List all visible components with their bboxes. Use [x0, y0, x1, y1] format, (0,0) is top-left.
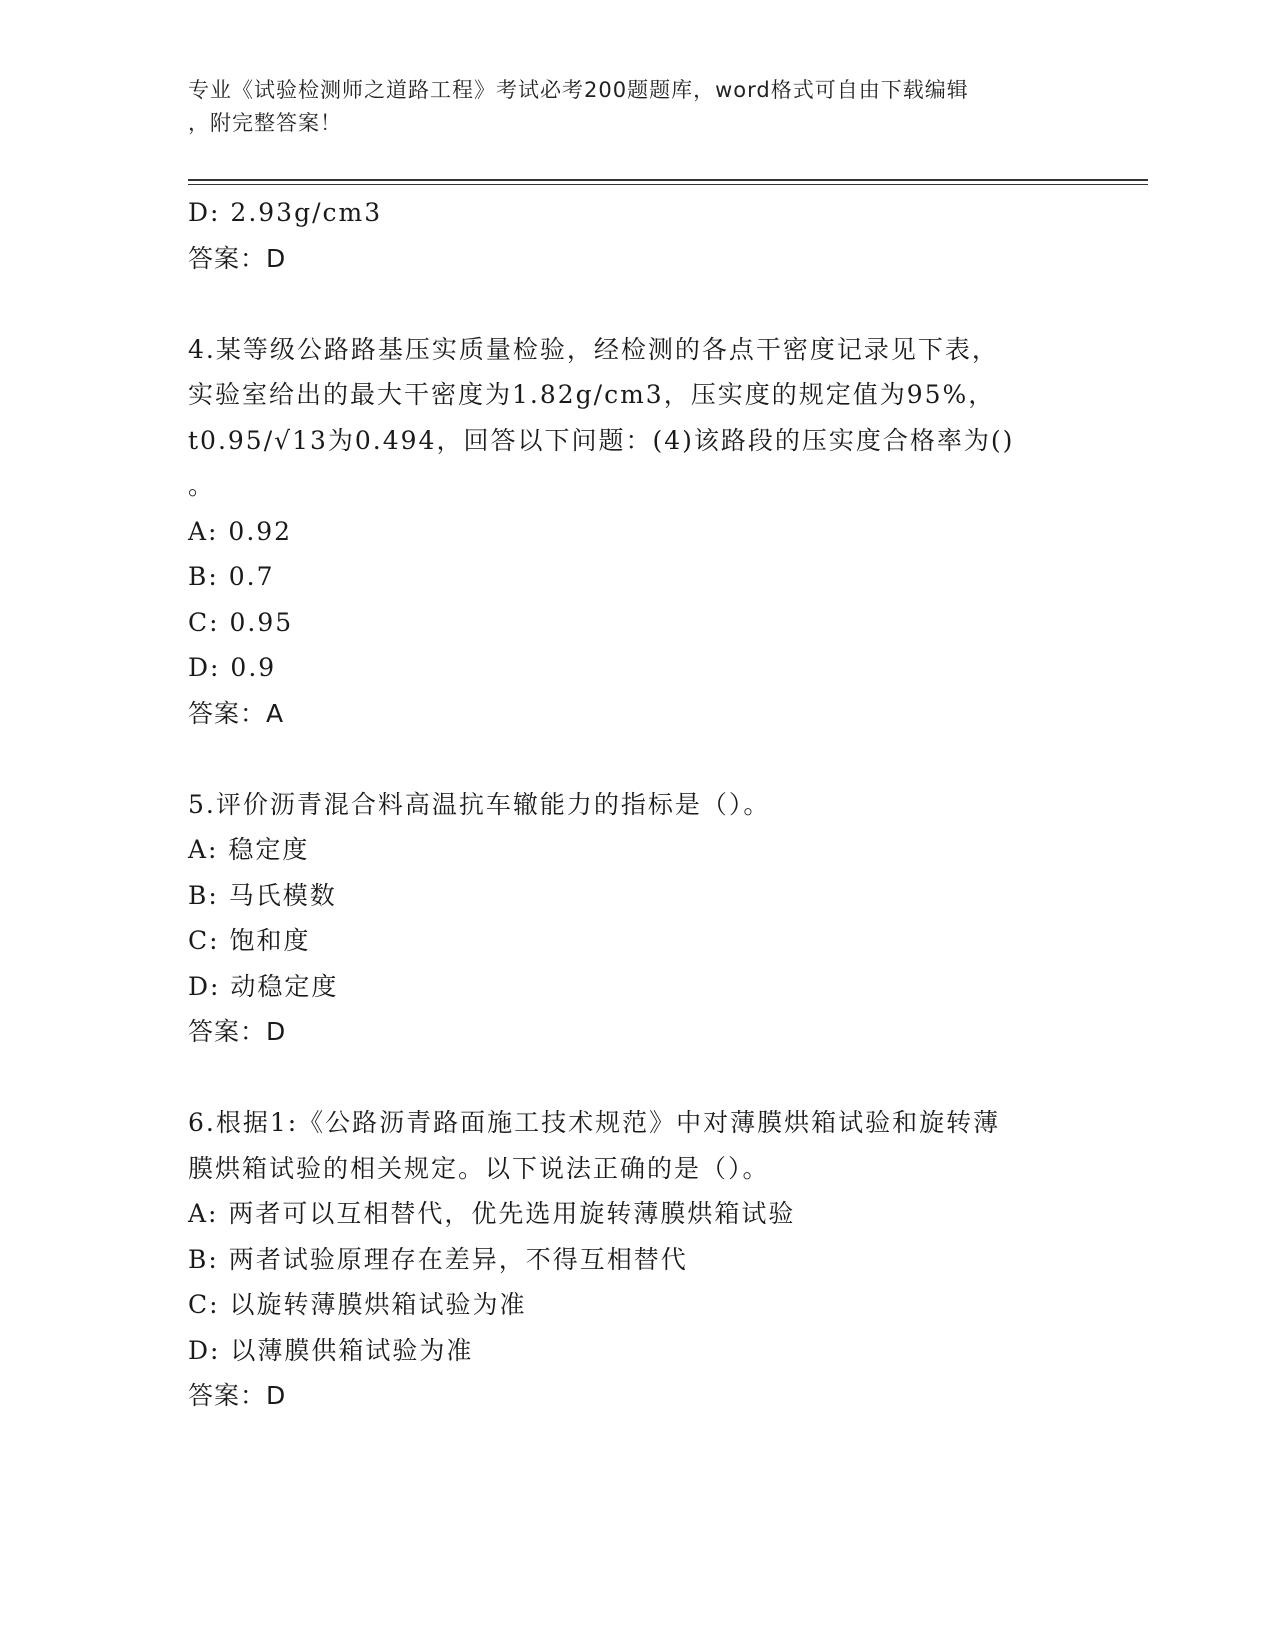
option-a: A: 稳定度	[188, 835, 310, 864]
spacer	[188, 1055, 1088, 1101]
answer-line: 答案：A	[188, 698, 285, 728]
question-stem-line: 实验室给出的最大干密度为1.82g/cm3，压实度的规定值为95%，	[188, 380, 996, 409]
spacer	[188, 736, 1088, 782]
option-d: D: 2.93g/cm3	[188, 198, 383, 227]
answer-line: 答案：D	[188, 1381, 287, 1410]
option-d: D: 以薄膜供箱试验为准	[188, 1335, 474, 1365]
option-a: A: 0.92	[188, 516, 293, 546]
option-a: A: 两者可以互相替代，优先选用旋转薄膜烘箱试验	[188, 1199, 796, 1228]
option-b: B: 马氏模数	[188, 880, 337, 910]
option-b: B: 两者试验原理存在差异，不得互相替代	[188, 1244, 688, 1274]
option-d: D: 0.9	[188, 653, 277, 682]
answer-line: 答案：D	[188, 243, 287, 273]
answer-line: 答案：D	[188, 1017, 287, 1046]
question-stem-line: 4.某等级公路路基压实质量检验，经检测的各点干密度记录见下表，	[188, 334, 999, 364]
question-stem-line: 。	[188, 471, 216, 500]
option-c: C: 0.95	[188, 607, 294, 637]
document-header	[188, 74, 1088, 140]
question-6	[188, 1100, 1088, 1419]
option-d: D: 动稳定度	[188, 971, 339, 1001]
spacer	[188, 281, 1088, 327]
option-c: C: 饱和度	[188, 926, 311, 955]
header-divider-thin	[188, 184, 1148, 185]
question-stem-line: 6.根据1:《公路沥青路面施工技术规范》中对薄膜烘箱试验和旋转薄	[188, 1108, 1001, 1137]
document-body	[188, 190, 1088, 1419]
question-5	[188, 782, 1088, 1055]
header-divider-thick	[188, 179, 1148, 181]
option-b: B: 0.7	[188, 562, 275, 591]
header-line-1: 专业《试验检测师之道路工程》考试必考200题题库，word格式可自由下载编辑	[188, 78, 969, 102]
option-c: C: 以旋转薄膜烘箱试验为准	[188, 1290, 527, 1319]
question-4	[188, 327, 1088, 737]
question-stem-line: 5.评价沥青混合料高温抗车辙能力的指标是（）。	[188, 789, 771, 819]
header-line-2: ，附完整答案！	[188, 111, 342, 135]
question-stem-line: t0.95/√13为0.494，回答以下问题：(4)该路段的压实度合格率为()	[188, 425, 1015, 455]
question-stem-line: 膜烘箱试验的相关规定。以下说法正确的是（）。	[188, 1153, 770, 1183]
